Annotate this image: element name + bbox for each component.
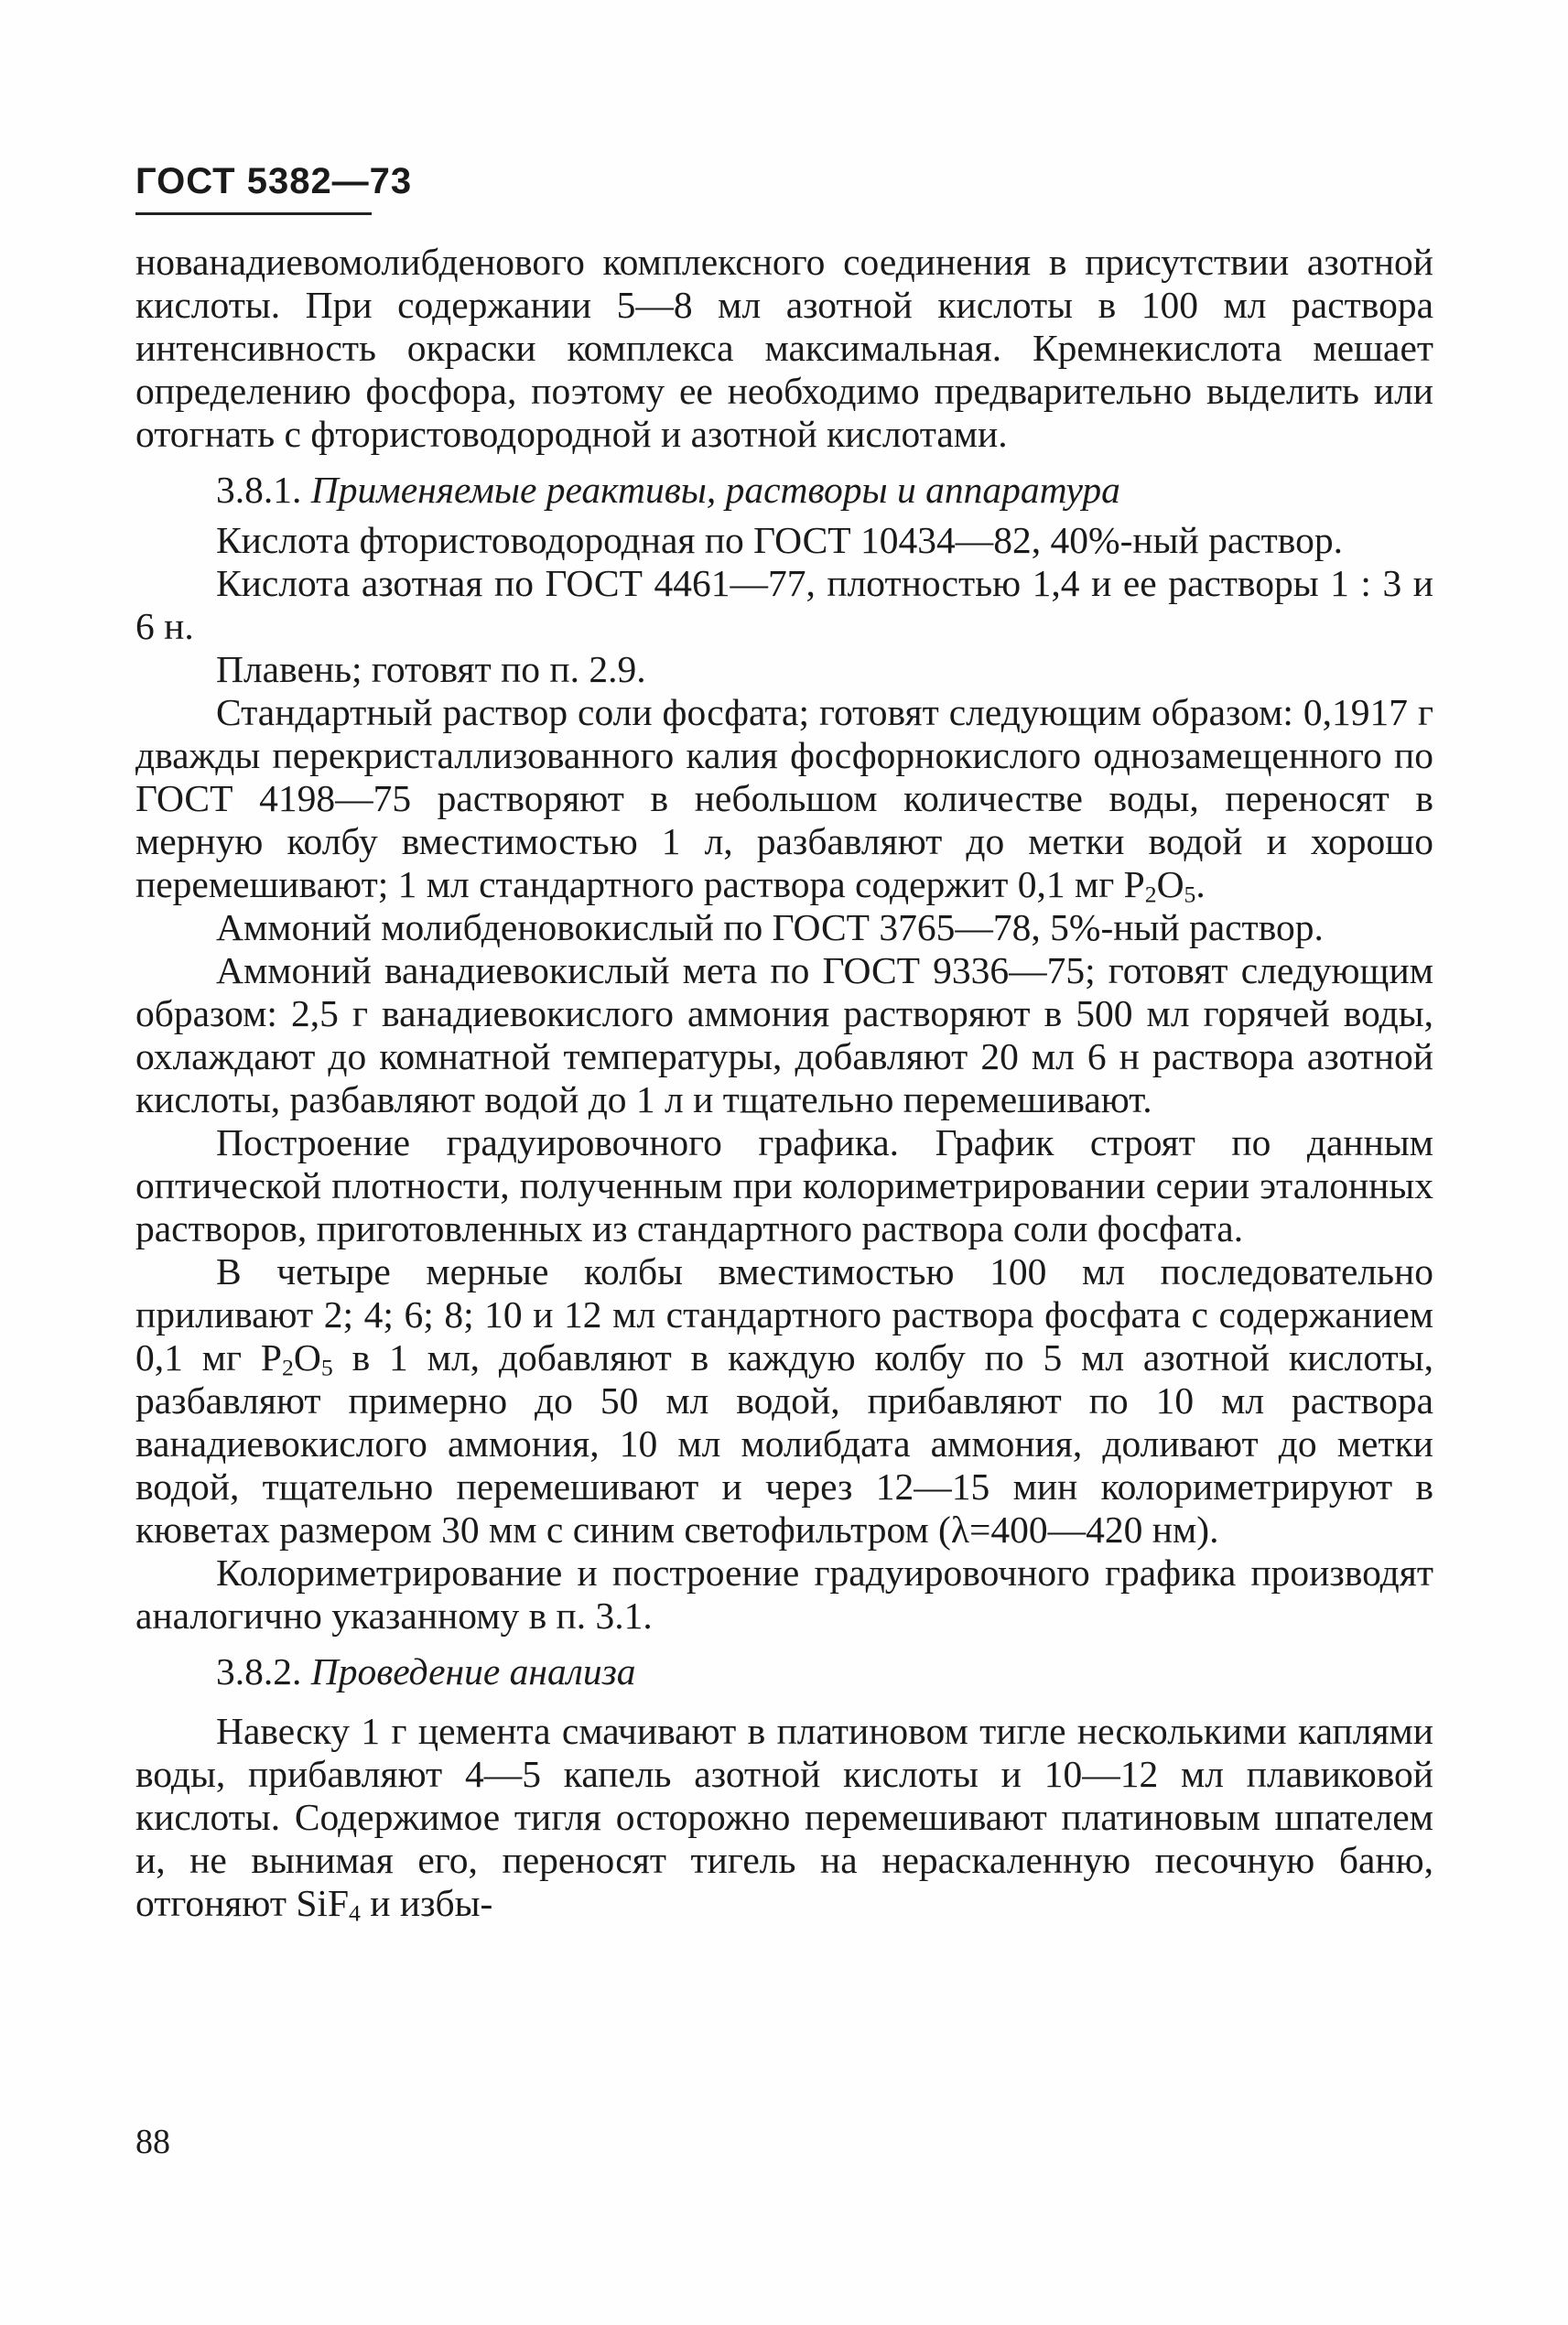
page-number: 88 [135,2123,170,2161]
text-run: В четыре мерные колбы вместимостью 100 мл последовательно приливают 2; 4; 6; 8; 10 и 12 мл стандартного раствора фосфата с содержанием 0,1 мг P [135,1250,1433,1379]
text-run: . [1195,863,1206,905]
body-text [135,241,1433,1925]
section-title: Применяемые реактивы, растворы и аппаратура [310,469,1120,511]
subscript: 4 [349,1899,361,1927]
paragraph-colorimetry: Колориметрирование и построение градуировочного графика производят аналогично указанному в п. 3.1. [135,1552,1433,1637]
text-run: в 1 мл, добавляют в каждую колбу по 5 мл азотной кислоты, разбавляют примерно до 50 мл водой, прибавляют по 10 мл раствора ванадиевокислого аммония, 10 мл молибдата аммония, доливают до метки водой, тщательно перемешивают и через 12—15 мин колориметрируют в кюветах размером 30 мм с синим светофильтром (λ=400—420 нм). [135,1336,1433,1551]
section-number: 3.8.2. [216,1650,302,1692]
subscript: 2 [282,1354,294,1381]
paragraph-hydrofluoric-acid: Кислота фтористоводородная по ГОСТ 10434—82, 40%-ный раствор. [216,519,1343,561]
section-number: 3.8.1. [216,469,302,511]
text-run: O [293,1336,321,1379]
section-title: Проведение анализа [310,1650,636,1692]
paragraph-continuation: нованадиевомолибденового комплексного соединения в присутствии азотной кислоты. При содержании 5—8 мл азотной кислоты в 100 мл раствора интенсивность окраски комплекса максимальная. Кремнекислота мешает определению фосфора, поэтому ее необходимо предварительно выделить или отогнать с фтористоводородной и азотной кислотами. [135,241,1433,455]
text-run: Стандартный раствор соли фосфата; готовят следующим образом: 0,1917 г дважды перекристаллизованного калия фосфорнокислого однозамещенного по ГОСТ 4198—75 растворяют в небольшом количестве воды, переносят в мерную колбу вместимостью 1 л, разбавляют до метки водой и хорошо перемешивают; 1 мл стандартного раствора содержит 0,1 мг P [135,691,1433,905]
header-rule [135,212,372,215]
text-run: Навеску 1 г цемента смачивают в платиновом тигле несколькими каплями воды, прибавляют 4—5 капель азотной кислоты и 10—12 мл плавиковой кислоты. Содержимое тигля осторожно перемешивают платиновым шпателем и, не вынимая его, переносят тигель на нераскаленную песочную баню, отгоняют SiF [135,1710,1433,1924]
subscript: 5 [320,1354,333,1381]
document-header: ГОСТ 5382—73 [135,161,413,201]
paragraph-standard-solution [135,691,1433,906]
paragraph-nitric-acid: Кислота азотная по ГОСТ 4461—77, плотностью 1,4 и ее растворы 1 : 3 и 6 н. [135,562,1433,647]
paragraph-flux: Плавень; готовят по п. 2.9. [216,648,646,690]
subscript: 2 [1144,881,1157,908]
section-heading-3-8-2 [135,1650,1433,1693]
paragraph-calibration-graph: Построение градуировочного графика. График строят по данным оптической плотности, полученным при колориметрировании серии эталонных растворов, приготовленных из стандартного раствора соли фосфата. [135,1121,1433,1249]
paragraph-analysis [135,1710,1433,1925]
paragraph-calibration-procedure [135,1250,1433,1552]
paragraph-ammonium-molybdate: Аммоний молибденовокислый по ГОСТ 3765—78, 5%-ный раствор. [216,906,1324,948]
subscript: 5 [1184,881,1196,908]
paragraph-ammonium-vanadate: Аммоний ванадиевокислый мета по ГОСТ 9336—75; готовят следующим образом: 2,5 г ванадиевокислого аммония растворяют в 500 мл горячей воды, охлаждают до комнатной температуры, добавляют 20 мл 6 н раствора азотной кислоты, разбавляют водой до 1 л и тщательно перемешивают. [135,949,1433,1120]
text-run: и избы- [360,1882,493,1924]
text-run: O [1156,863,1184,905]
section-heading-3-8-1 [135,469,1433,512]
